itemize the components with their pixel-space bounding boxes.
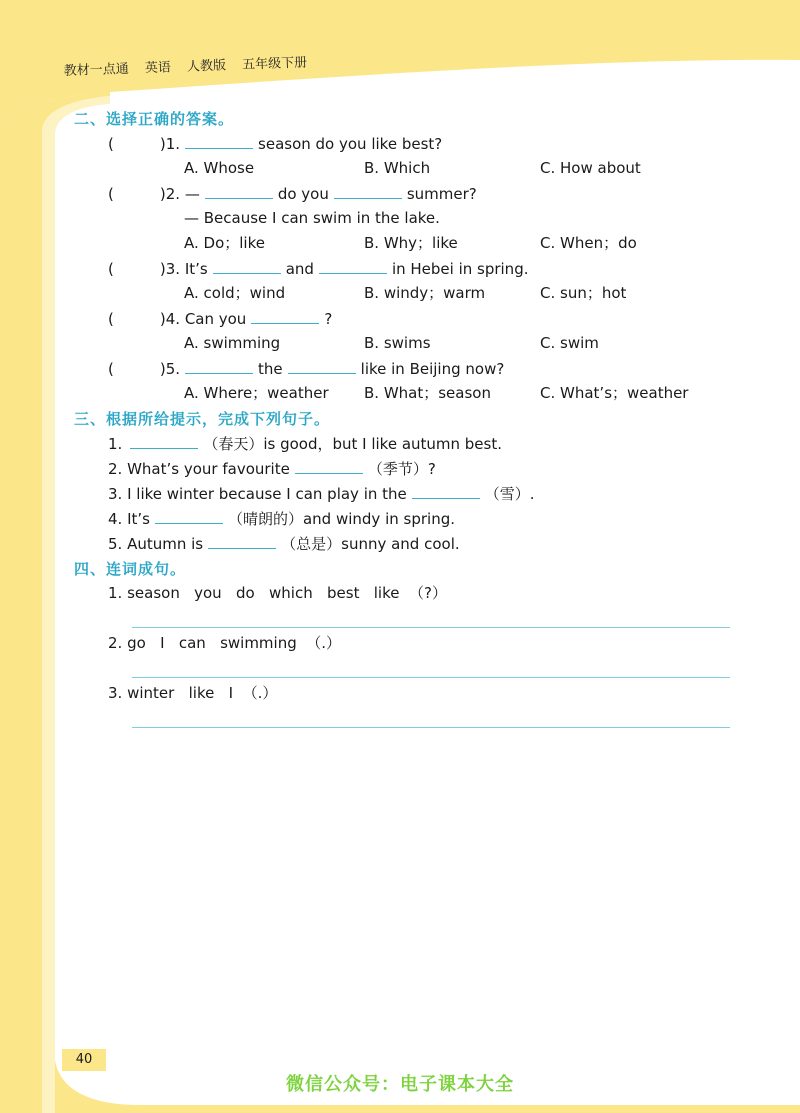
s3-item-number: 5. xyxy=(108,535,123,553)
s4-item-number: 1. xyxy=(108,584,123,602)
s3-blank-5[interactable] xyxy=(208,534,276,549)
q2-dash: — xyxy=(184,185,200,203)
s4-item-number: 2. xyxy=(108,634,123,652)
s3-blank-4[interactable] xyxy=(155,509,223,524)
q2-stem: ( )2. — do you summer? xyxy=(108,185,477,203)
q1-number: )1. xyxy=(159,135,181,153)
s3-item-number: 2. xyxy=(108,460,123,478)
q1-stem: ( )1. season do you like best? xyxy=(108,135,443,153)
q2-option-a[interactable]: A. Do；like xyxy=(184,234,265,252)
q2-option-b[interactable]: B. Why；like xyxy=(364,234,458,252)
q5-option-b[interactable]: B. What；season xyxy=(364,384,491,402)
q3-option-c[interactable]: C. sun；hot xyxy=(540,284,627,302)
header-subject: 英语 xyxy=(144,60,172,77)
s3-item-before: What’s your favourite xyxy=(127,460,290,478)
q3-option-b[interactable]: B. windy；warm xyxy=(364,284,486,302)
q2-blank-2[interactable] xyxy=(334,184,402,199)
q4-start: Can you xyxy=(184,310,247,328)
header-edition: 人教版 xyxy=(186,58,227,75)
q1-option-b[interactable]: B. Which xyxy=(364,159,431,177)
header-grade: 五年级下册 xyxy=(241,55,308,73)
q2-end: summer? xyxy=(406,185,477,203)
s3-item-number: 4. xyxy=(108,510,123,528)
q3-number: )3. xyxy=(159,260,181,278)
section2-title: 二、选择正确的答案。 xyxy=(74,110,235,128)
s4-item-words: season you do which best like （?） xyxy=(127,584,447,602)
q2-option-c[interactable]: C. When；do xyxy=(540,234,637,252)
q5-blank-1[interactable] xyxy=(185,359,253,374)
s3-item-number: 1. xyxy=(108,435,123,453)
q4-option-c[interactable]: C. swim xyxy=(540,334,599,352)
q2-blank-1[interactable] xyxy=(205,184,273,199)
q4-stem: ( )4. Can you ? xyxy=(108,310,333,328)
s3-item-number: 3. xyxy=(108,485,123,503)
q2-mid: do you xyxy=(277,185,329,203)
q5-stem: ( )5. the like in Beijing now? xyxy=(108,360,505,378)
page-number: 40 xyxy=(62,1049,106,1071)
s3-blank-2[interactable] xyxy=(295,459,363,474)
section4-title: 四、连词成句。 xyxy=(74,560,187,578)
q5-number: )5. xyxy=(159,360,181,378)
q5-option-a[interactable]: A. Where；weather xyxy=(184,384,329,402)
s4-answer-line-3[interactable] xyxy=(132,727,730,728)
section3-title: 三、根据所给提示，完成下列句子。 xyxy=(74,410,331,428)
s3-item-after: （季节）? xyxy=(367,460,436,478)
s4-answer-line-1[interactable] xyxy=(132,627,730,628)
q5-end: like in Beijing now? xyxy=(360,360,505,378)
s3-item-after: （雪）. xyxy=(484,485,535,503)
s4-item-words: go I can swimming （.） xyxy=(127,634,342,652)
q4-end: ? xyxy=(324,310,333,328)
q4-option-b[interactable]: B. swims xyxy=(364,334,431,352)
header-book: 教材一点通 xyxy=(63,61,129,79)
q3-mid: and xyxy=(285,260,314,278)
s4-item-3 xyxy=(108,684,277,702)
footer-watermark: 微信公众号：电子课本大全 xyxy=(286,1074,514,1095)
s4-item-number: 3. xyxy=(108,684,123,702)
q1-option-c[interactable]: C. How about xyxy=(540,159,641,177)
s3-item-1 xyxy=(108,434,502,453)
q5-option-c[interactable]: C. What’s；weather xyxy=(540,384,689,402)
s3-blank-3[interactable] xyxy=(412,484,480,499)
q3-blank-2[interactable] xyxy=(319,259,387,274)
q3-stem: ( )3. It’s and in Hebei in spring. xyxy=(108,260,529,278)
q3-start: It’s xyxy=(184,260,208,278)
q4-option-a[interactable]: A. swimming xyxy=(184,334,281,352)
q4-number: )4. xyxy=(159,310,181,328)
q3-end: in Hebei in spring. xyxy=(391,260,529,278)
s4-answer-line-2[interactable] xyxy=(132,677,730,678)
s3-item-4 xyxy=(108,509,455,528)
s4-item-words: winter like I （.） xyxy=(127,684,278,702)
s3-item-3 xyxy=(108,484,535,503)
s4-item-2 xyxy=(108,634,341,652)
q1-text: season do you like best? xyxy=(258,135,443,153)
q2-reply: — Because I can swim in the lake. xyxy=(184,209,440,227)
s3-item-before: It’s xyxy=(127,510,150,528)
s3-blank-1[interactable] xyxy=(130,434,198,449)
s3-item-before: Autumn is xyxy=(127,535,204,553)
s3-item-after: （春天）is good，but I like autumn best. xyxy=(203,435,503,453)
s4-item-1 xyxy=(108,584,447,602)
s3-item-2 xyxy=(108,459,436,478)
s3-item-after: （总是）sunny and cool. xyxy=(281,535,460,553)
s3-item-after: （晴朗的）and windy in spring. xyxy=(227,510,455,528)
q2-number: )2. xyxy=(159,185,181,203)
q1-option-a[interactable]: A. Whose xyxy=(184,159,255,177)
q3-blank-1[interactable] xyxy=(213,259,281,274)
q5-mid: the xyxy=(258,360,283,378)
q3-option-a[interactable]: A. cold；wind xyxy=(184,284,286,302)
q1-blank[interactable] xyxy=(185,134,253,149)
s3-item-5 xyxy=(108,534,460,553)
s3-item-before: I like winter because I can play in the xyxy=(127,485,407,503)
q5-blank-2[interactable] xyxy=(288,359,356,374)
q4-blank[interactable] xyxy=(251,309,319,324)
